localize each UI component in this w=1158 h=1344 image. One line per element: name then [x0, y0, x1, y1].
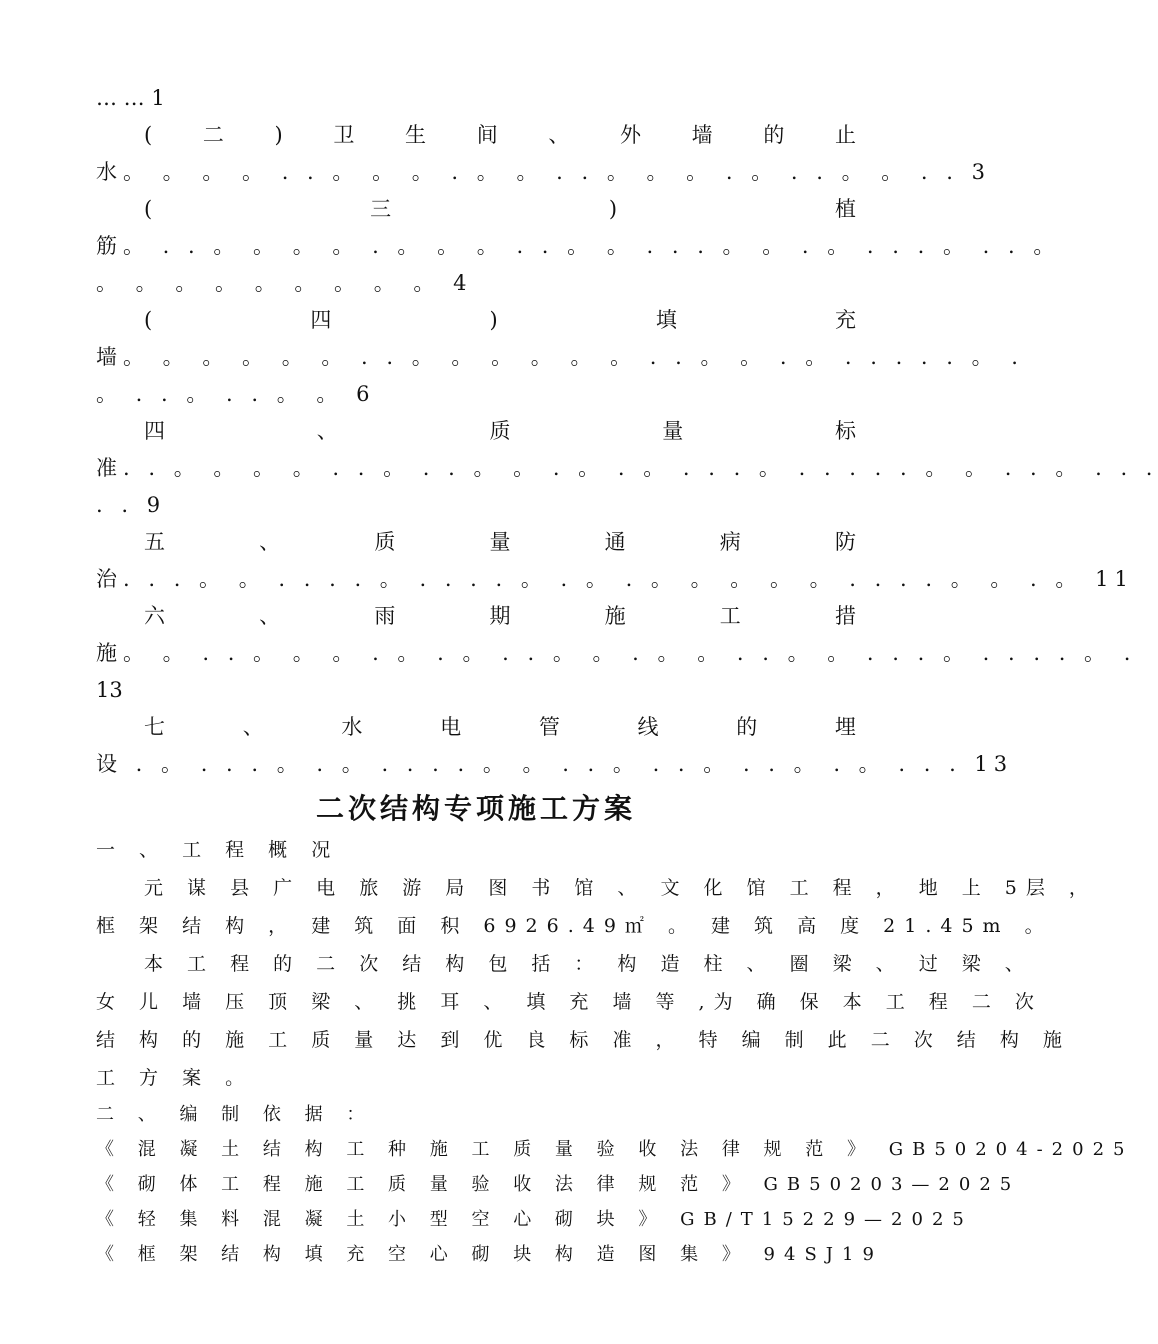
toc-char: 病 [719, 530, 741, 554]
toc-section-6-leader: 施。 。 . . 。 。 。 . 。 . 。 . . 。 。 . 。 。 . . 。 。 . . . 。 . . . . 。 . [96, 641, 1137, 665]
toc-char: 三 [370, 197, 392, 221]
section-1-paragraph-line: 女 儿 墙 压 顶 梁 、 挑 耳 、 填 充 墙 等 ,为 确 保 本 工 程 二 次 [96, 991, 1043, 1013]
toc-char: 管 [538, 715, 560, 739]
toc-char: 六 [144, 604, 165, 628]
toc-char: 通 [604, 530, 626, 554]
section-1-paragraph-line: 工 方 案 。 [96, 1067, 254, 1089]
toc-char: 止 [834, 123, 856, 147]
toc-item-4-heading [96, 302, 856, 339]
toc-char: 量 [662, 419, 684, 443]
toc-char: ) [274, 123, 283, 147]
document-page [96, 80, 1158, 1272]
toc-section-4-heading [96, 413, 856, 450]
toc-section-7-leader: 设 . 。 . . . 。 . 。 . . . . 。 。 . . 。 . . 。 . . 。 . 。 . . . 13 [96, 752, 1014, 776]
toc-char: 雨 [374, 604, 396, 628]
toc-char: 防 [834, 530, 856, 554]
reference-item: 《 框 架 结 构 填 充 空 心 砌 块 构 造 图 集 》 94SJ19 [96, 1244, 883, 1265]
toc-char: 施 [604, 604, 626, 628]
section-1-paragraph-line: 元 谋 县 广 电 旅 游 局 图 书 馆 、 文 化 馆 工 程 ， 地 上 5层 ， [144, 877, 1097, 899]
toc-char: 填 [655, 308, 677, 332]
toc-section-6-heading [96, 598, 856, 635]
toc-item-3-heading [96, 191, 856, 228]
toc-char: 七 [144, 715, 165, 739]
toc-char: 质 [489, 419, 511, 443]
toc-char: 、 [259, 604, 281, 628]
toc-item-4-leader: 。 . . 。 . . 。 。 6 [96, 382, 376, 406]
toc-char: 线 [637, 715, 659, 739]
toc-char: 二 [202, 123, 224, 147]
toc-char: 五 [144, 530, 165, 554]
toc-line-text: … … 1 [96, 86, 165, 110]
toc-char: ( [144, 308, 153, 332]
toc-char: 卫 [333, 123, 355, 147]
toc-char: 的 [736, 715, 758, 739]
toc-char: 质 [374, 530, 396, 554]
section-1-paragraph-line: 结 构 的 施 工 质 量 达 到 优 良 标 准 ， 特 编 制 此 二 次 结 构 施 [96, 1029, 1071, 1051]
toc-char: ) [489, 308, 498, 332]
toc-item-2-heading [96, 117, 856, 154]
toc-char: 措 [834, 604, 856, 628]
toc-section-4-leader: 准. . 。 。 。 。 . . 。 . . 。 。 . 。 . 。 . . . 。 . . . . . 。 。 . . 。 . . . [96, 456, 1158, 480]
toc-char: 标 [835, 419, 856, 443]
toc-char: ) [608, 197, 618, 221]
toc-char: 工 [719, 604, 741, 628]
section-1-paragraph-line: 框 架 结 构 ， 建 筑 面 积 6926.49㎡ 。 建 筑 高 度 21.45m 。 [96, 915, 1053, 937]
toc-char: 、 [548, 123, 570, 147]
toc-char: 四 [144, 419, 165, 443]
toc-item-3-leader: 。 。 。 。 。 。 。 。 。 4 [96, 271, 473, 295]
toc-char: 四 [310, 308, 332, 332]
toc-section-7-heading [96, 709, 856, 746]
toc-char: 、 [242, 715, 264, 739]
toc-section-5-heading [96, 524, 856, 561]
toc-item-3-leader: 筋。 . . 。 。 。 。 . 。 。 。 . . 。 。 . . . 。 。 . 。 . . . 。 . . 。 [96, 234, 1061, 258]
section-1-paragraph-line: 本 工 程 的 二 次 结 构 包 括 ： 构 造 柱 、 圈 梁 、 过 梁 、 [144, 953, 1033, 975]
toc-char: 植 [834, 197, 856, 221]
toc-char: ( [144, 123, 153, 147]
toc-char: 量 [489, 530, 511, 554]
toc-section-4-leader: . . 9 [96, 493, 167, 517]
reference-item: 《 轻 集 料 混 凝 土 小 型 空 心 砌 块 》 GB/T15229—2025 [96, 1209, 973, 1230]
toc-char: 埋 [834, 715, 856, 739]
toc-line [96, 80, 856, 117]
toc-char: 外 [620, 123, 641, 147]
toc-section-6-page: 13 [96, 678, 123, 702]
toc-char: ( [144, 197, 153, 221]
toc-item-4-leader: 墙。 。 。 。 。 。 . . 。 。 。 。 。 。 . . 。 。 . 。 . . . . . 。 . [96, 345, 1024, 369]
toc-char: 、 [316, 419, 338, 443]
toc-char: 生 [405, 123, 427, 147]
section-1-heading: 一 、 工 程 概 况 [96, 839, 340, 861]
reference-item: 《 砌 体 工 程 施 工 质 量 验 收 法 律 规 范 》 GB50203—2025 [96, 1174, 1021, 1195]
toc-char: 充 [834, 308, 856, 332]
toc-item-2-leader: 水。 。 。 。 . . 。 。 。 . 。 。 . . 。 。 。 . 。 . . 。 。 . . 3 [96, 160, 991, 184]
toc-char: 、 [259, 530, 281, 554]
toc-char: 的 [763, 123, 785, 147]
toc-char: 水 [341, 715, 363, 739]
toc-section-5-leader: 治. . . 。 。 . . . . 。 . . . . 。 . 。 . 。 。 。 。 。 . . . . 。 。 . 。 11 [96, 567, 1134, 591]
document-title: 二次结构专项施工方案 [315, 792, 636, 825]
reference-item: 《 混 凝 土 结 构 工 种 施 工 质 量 验 收 法 律 规 范 》 GB50204-2025 [96, 1139, 1134, 1160]
section-2-heading: 二 、 编 制 依 据 ： [96, 1104, 374, 1125]
toc-char: 墙 [691, 123, 713, 147]
toc-char: 期 [489, 604, 511, 628]
toc-char: 电 [440, 715, 462, 739]
toc-char: 间 [476, 123, 498, 147]
